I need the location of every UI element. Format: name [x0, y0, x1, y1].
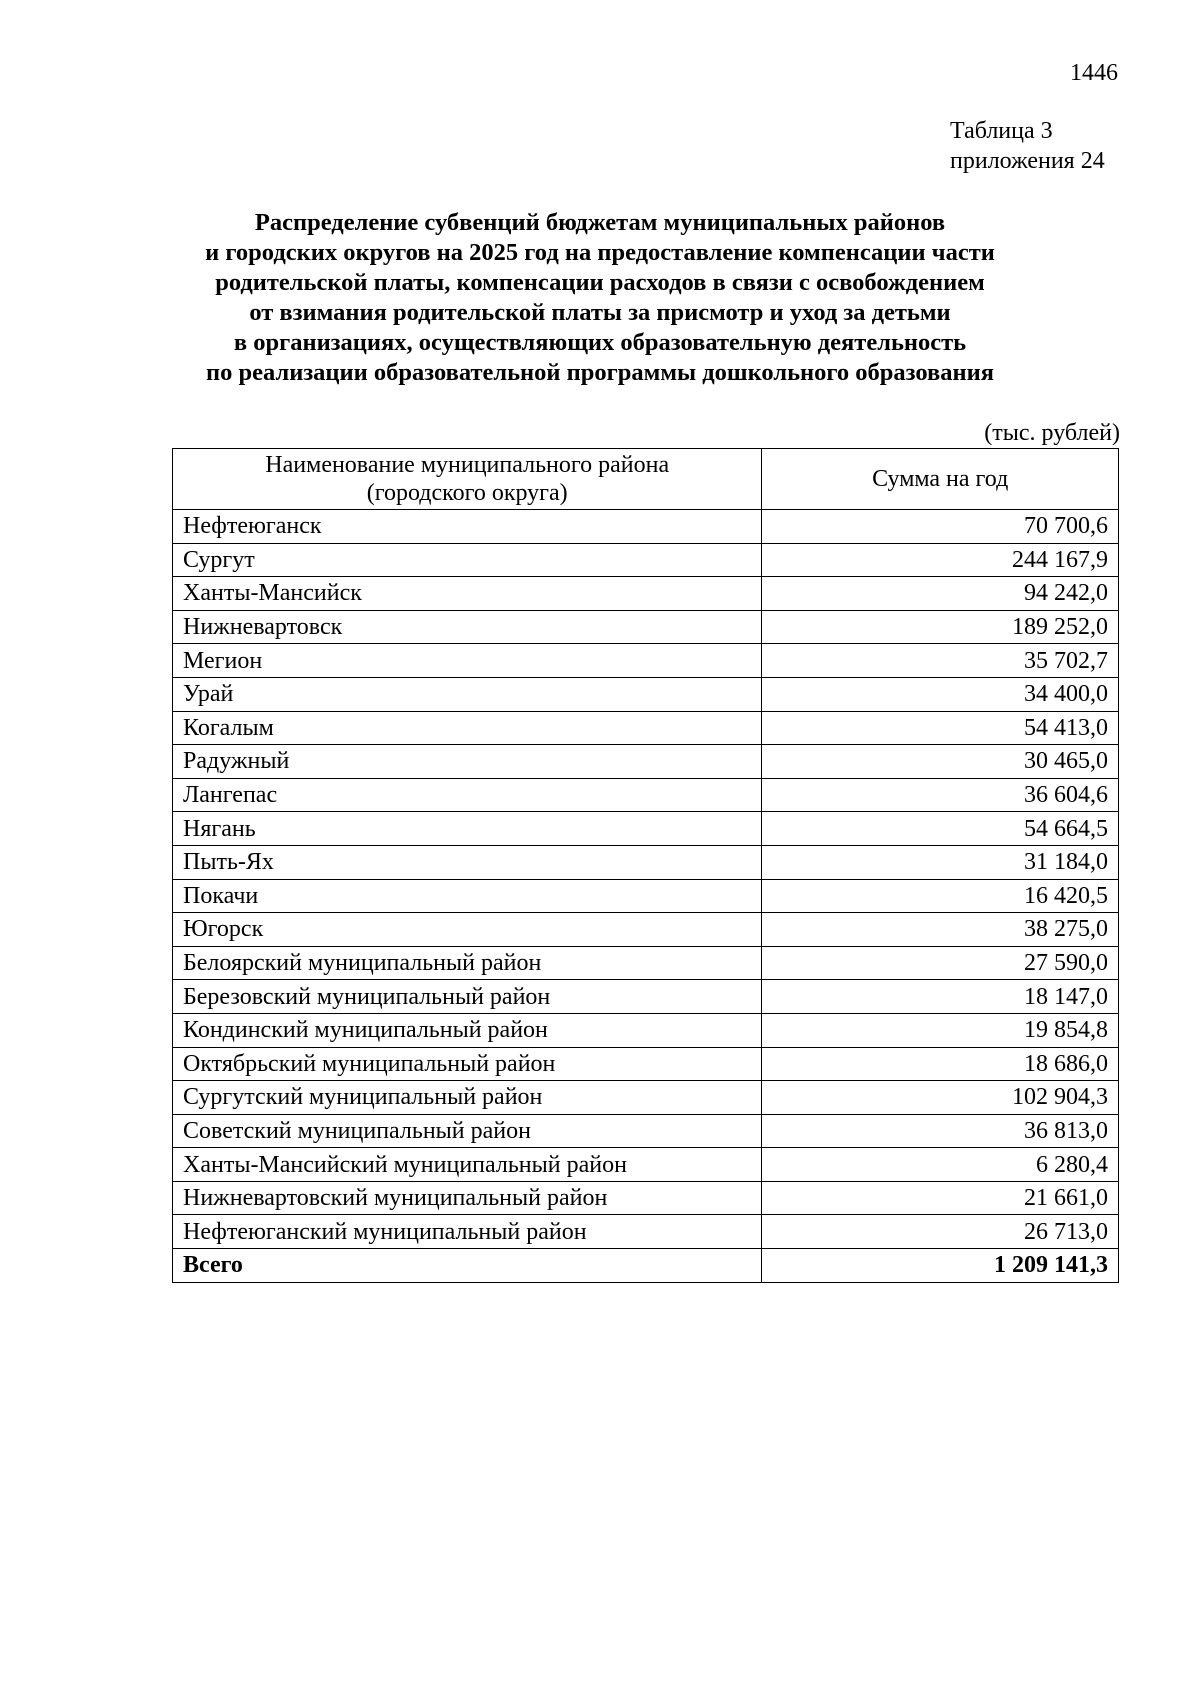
table-row [173, 1114, 1119, 1148]
amount-cell: 36 813,0 [762, 1114, 1119, 1148]
table-row [173, 543, 1119, 577]
table-reference-line: Таблица 3 [950, 118, 1053, 144]
district-name-cell: Нефтеюганск [173, 510, 762, 544]
amount-cell: 21 661,0 [762, 1181, 1119, 1215]
district-name-cell: Березовский муниципальный район [173, 980, 762, 1014]
table-row [173, 845, 1119, 879]
amount-cell: 94 242,0 [762, 577, 1119, 611]
district-name-cell: Кондинский муниципальный район [173, 1013, 762, 1047]
amount-cell: 189 252,0 [762, 610, 1119, 644]
district-name-cell: Когалым [173, 711, 762, 745]
amount-cell: 54 413,0 [762, 711, 1119, 745]
table-row [173, 1181, 1119, 1215]
amount-cell: 16 420,5 [762, 879, 1119, 913]
amount-cell: 34 400,0 [762, 677, 1119, 711]
district-name-cell: Нефтеюганский муниципальный район [173, 1215, 762, 1249]
district-name-cell: Нягань [173, 812, 762, 846]
amount-cell: 27 590,0 [762, 946, 1119, 980]
header-name-line: (городского округа) [366, 480, 568, 506]
table-row [173, 711, 1119, 745]
table-row [173, 1215, 1119, 1249]
table-row [173, 812, 1119, 846]
header-sum: Сумма на год [762, 449, 1119, 510]
district-name-cell: Радужный [173, 745, 762, 779]
table-row [173, 778, 1119, 812]
district-name-cell: Ханты-Мансийский муниципальный район [173, 1148, 762, 1182]
amount-cell: 18 686,0 [762, 1047, 1119, 1081]
header-name-line: Наименование муниципального района [265, 452, 670, 478]
table-row [173, 1013, 1119, 1047]
amount-cell: 26 713,0 [762, 1215, 1119, 1249]
district-name-cell: Октябрьский муниципальный район [173, 1047, 762, 1081]
table-row [173, 980, 1119, 1014]
district-name-cell: Урай [173, 677, 762, 711]
district-name-cell: Югорск [173, 913, 762, 947]
amount-cell: 19 854,8 [762, 1013, 1119, 1047]
header-name [173, 449, 762, 510]
table-row [173, 677, 1119, 711]
district-name-cell: Пыть-Ях [173, 845, 762, 879]
table-row [173, 644, 1119, 678]
document-title [120, 208, 1080, 388]
title-line: родительской платы, компенсации расходов в связи с освобождением [215, 269, 985, 296]
amount-cell: 102 904,3 [762, 1081, 1119, 1115]
district-name-cell: Лангепас [173, 778, 762, 812]
table-row [173, 745, 1119, 779]
district-name-cell: Ханты-Мансийск [173, 577, 762, 611]
subvention-table [172, 448, 1119, 1283]
district-name-cell: Сургут [173, 543, 762, 577]
table-row [173, 1081, 1119, 1115]
district-name-cell: Советский муниципальный район [173, 1114, 762, 1148]
table-reference-line: приложения 24 [950, 148, 1105, 174]
district-name-cell: Нижневартовский муниципальный район [173, 1181, 762, 1215]
table-row [173, 879, 1119, 913]
table-header-row [173, 449, 1119, 510]
amount-cell: 6 280,4 [762, 1148, 1119, 1182]
district-name-cell: Сургутский муниципальный район [173, 1081, 762, 1115]
title-line: и городских округов на 2025 год на предоставление компенсации части [205, 239, 995, 266]
title-line: в организациях, осуществляющих образовательную деятельность [233, 329, 967, 356]
table-row [173, 1148, 1119, 1182]
total-label-cell: Всего [173, 1249, 762, 1283]
title-line: Распределение субвенций бюджетам муниципальных районов [254, 209, 946, 236]
total-row [173, 1249, 1119, 1283]
title-line: по реализации образовательной программы дошкольного образования [206, 359, 994, 386]
district-name-cell: Белоярский муниципальный район [173, 946, 762, 980]
amount-cell: 244 167,9 [762, 543, 1119, 577]
table-row [173, 913, 1119, 947]
table-row [173, 610, 1119, 644]
amount-cell: 36 604,6 [762, 778, 1119, 812]
district-name-cell: Покачи [173, 879, 762, 913]
table-row [173, 946, 1119, 980]
amount-cell: 70 700,6 [762, 510, 1119, 544]
amount-cell: 31 184,0 [762, 845, 1119, 879]
table-row [173, 1047, 1119, 1081]
units-label: (тыс. рублей) [984, 420, 1120, 446]
district-name-cell: Нижневартовск [173, 610, 762, 644]
table-body [173, 510, 1119, 1283]
amount-cell: 30 465,0 [762, 745, 1119, 779]
amount-cell: 54 664,5 [762, 812, 1119, 846]
amount-cell: 35 702,7 [762, 644, 1119, 678]
table-row [173, 577, 1119, 611]
title-line: от взимания родительской платы за присмотр и уход за детьми [249, 299, 951, 326]
page-number: 1446 [1070, 60, 1118, 86]
district-name-cell: Мегион [173, 644, 762, 678]
table-row [173, 510, 1119, 544]
amount-cell: 38 275,0 [762, 913, 1119, 947]
amount-cell: 18 147,0 [762, 980, 1119, 1014]
total-amount-cell: 1 209 141,3 [762, 1249, 1119, 1283]
table-reference [950, 116, 1150, 176]
